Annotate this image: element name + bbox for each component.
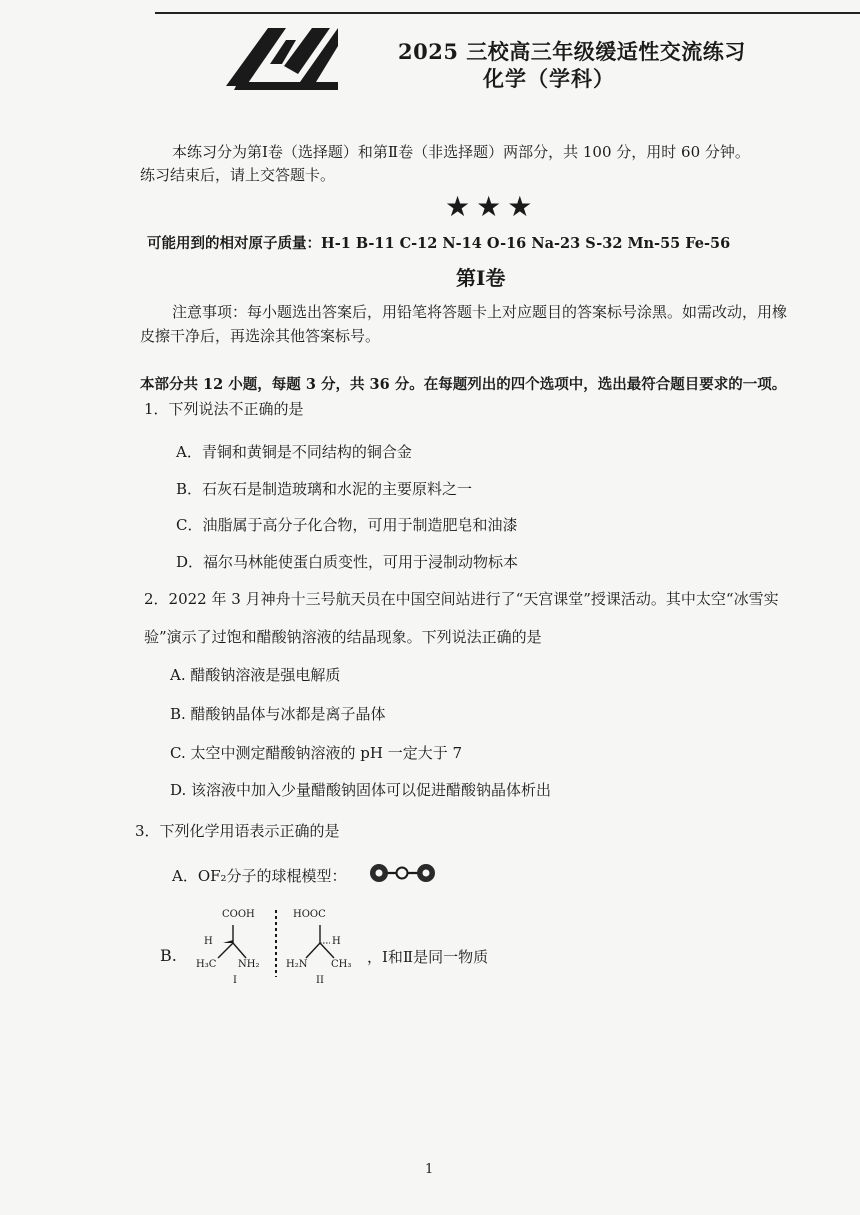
- left-molecule-name: I: [233, 975, 237, 986]
- question-1-stem: 1．下列说法不正确的是: [144, 400, 304, 418]
- question-2-stem-line-1: 2．2022 年 3 月神舟十三号航天员在中国空间站进行了“天宫课堂”授课活动。其中太空“冰雪实: [144, 590, 779, 608]
- left-nh2-label: NH₂: [238, 959, 260, 970]
- section-instruction: 本部分共 12 小题，每题 3 分，共 36 分。在每题列出的四个选项中，选出最符合题目要求的一项。: [140, 376, 787, 393]
- enantiomer-structure-diagram: [190, 907, 362, 991]
- top-rule: [155, 12, 860, 14]
- intro-line-1: 本练习分为第Ⅰ卷（选择题）和第Ⅱ卷（非选择题）两部分，共 100 分，用时 60 分钟。: [172, 143, 750, 161]
- intro-line-2: 练习结束后，请上交答题卡。: [140, 166, 336, 184]
- left-h-label: H: [204, 936, 213, 947]
- question-3-stem: 3．下列化学用语表示正确的是: [135, 822, 340, 840]
- stars-decoration: ★★★: [445, 190, 539, 223]
- question-3-option-a: A．OF₂分子的球棍模型：: [172, 867, 347, 885]
- exam-subject: 化学（学科）: [483, 66, 615, 91]
- question-2-option-b: B. 醋酸钠晶体与冰都是离子晶体: [170, 705, 386, 723]
- question-2-option-d: D. 该溶液中加入少量醋酸钠固体可以促进醋酸钠晶体析出: [170, 781, 552, 799]
- ball-stick-model-icon: [368, 862, 438, 884]
- right-ch3-label: CH₃: [331, 959, 352, 970]
- atomic-masses: 可能用到的相对原子质量：H-1 B-11 C-12 N-14 O-16 Na-23 S-32 Mn-55 Fe-56: [147, 235, 731, 252]
- question-2-option-a: A. 醋酸钠溶液是强电解质: [170, 666, 341, 684]
- question-1-option-a: A．青铜和黄铜是不同结构的铜合金: [176, 443, 412, 461]
- page-number: 1: [425, 1162, 434, 1177]
- right-cooh-label: HOOC: [293, 909, 326, 920]
- school-logo: [226, 26, 338, 90]
- question-1-option-d: D．福尔马林能使蛋白质变性，可用于浸制动物标本: [176, 553, 519, 571]
- question-3-option-b-text: ，Ⅰ和Ⅱ是同一物质: [367, 948, 489, 966]
- exam-title: 2025 三校高三年级缓适性交流练习: [398, 39, 746, 64]
- right-h-label: H: [332, 936, 341, 947]
- left-cooh-label: COOH: [222, 909, 255, 920]
- notice-line-1: 注意事项：每小题选出答案后，用铅笔将答题卡上对应题目的答案标号涂黑。如需改动，用橡: [172, 303, 788, 321]
- notice-line-2: 皮擦干净后，再选涂其他答案标号。: [140, 327, 381, 345]
- left-ch3-label: H₃C: [196, 959, 217, 970]
- question-2-stem-line-2: 验”演示了过饱和醋酸钠溶液的结晶现象。下列说法正确的是: [144, 628, 542, 646]
- question-3-option-b-label: B.: [160, 946, 177, 965]
- right-nh2-label: H₂N: [286, 959, 308, 970]
- question-1-option-b: B．石灰石是制造玻璃和水泥的主要原料之一: [176, 480, 473, 498]
- question-2-option-c: C. 太空中测定醋酸钠溶液的 pH 一定大于 7: [170, 744, 463, 762]
- question-1-option-c: C．油脂属于高分子化合物，可用于制造肥皂和油漆: [176, 516, 518, 534]
- part-title: 第Ⅰ卷: [456, 266, 506, 290]
- right-molecule-name: II: [316, 975, 324, 986]
